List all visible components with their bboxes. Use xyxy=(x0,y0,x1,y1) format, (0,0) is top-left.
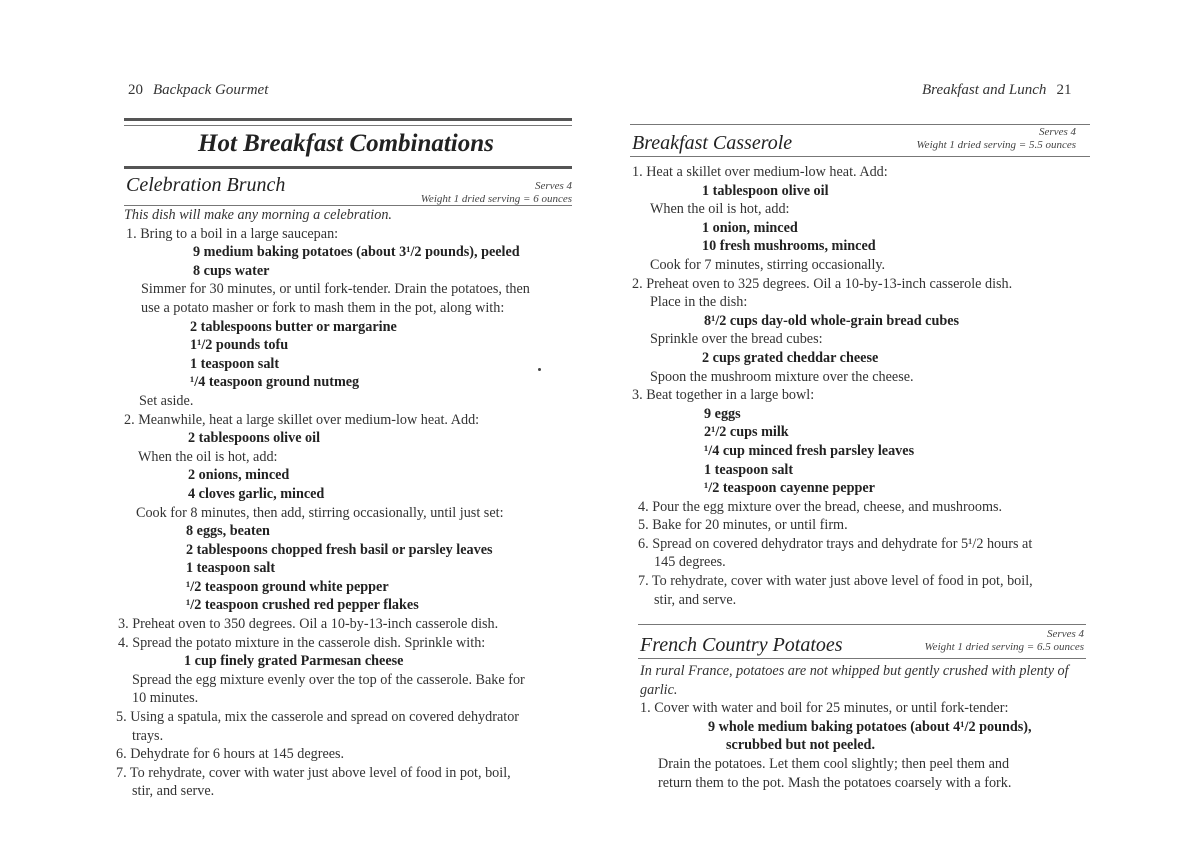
recipe-intro: garlic. xyxy=(640,681,678,698)
recipe-yield-celebration-brunch xyxy=(380,180,572,206)
right-page-number: 21 xyxy=(1056,82,1072,98)
serves-label: Serves 4 xyxy=(1047,628,1084,640)
serves-label: Serves 4 xyxy=(535,180,572,192)
ingredient-line: ¹/2 teaspoon crushed red pepper flakes xyxy=(186,597,419,614)
step-line: 1. Cover with water and boil for 25 minutes, or until fork-tender: xyxy=(640,700,1009,717)
section-bottom-rule xyxy=(124,166,572,169)
step-line: Simmer for 30 minutes, or until fork-tender. Drain the potatoes, then xyxy=(141,281,530,298)
weight-label: Weight 1 dried serving = 6.5 ounces xyxy=(924,641,1084,653)
french-country-potatoes-body xyxy=(640,662,1069,792)
ingredient-line: ¹/2 teaspoon ground white pepper xyxy=(186,578,389,595)
step-line: Spread the egg mixture evenly over the top of the casserole. Bake for xyxy=(132,671,525,688)
recipe-intro: In rural France, potatoes are not whipped but gently crushed with plenty of xyxy=(640,663,1069,679)
section-top-rule xyxy=(124,118,572,121)
step-line: 7. To rehydrate, cover with water just above level of food in pot, boil, xyxy=(116,764,511,781)
ingredient-line: 8 cups water xyxy=(193,262,270,279)
ingredient-line: 2 cups grated cheddar cheese xyxy=(702,349,879,366)
ingredient-line: 2 tablespoons chopped fresh basil or parsley leaves xyxy=(186,541,493,558)
ingredient-line: ¹/2 teaspoon cayenne pepper xyxy=(704,480,875,497)
step-line: Set aside. xyxy=(139,392,194,409)
ink-speck xyxy=(538,368,541,371)
left-page-number: 20 xyxy=(128,82,143,98)
step-line: Spoon the mushroom mixture over the cheese. xyxy=(650,368,914,385)
weight-label: Weight 1 dried serving = 6 ounces xyxy=(420,193,572,205)
ingredient-line: ¹/4 teaspoon ground nutmeg xyxy=(190,374,360,391)
step-line: 4. Pour the egg mixture over the bread, cheese, and mushrooms. xyxy=(638,498,1003,515)
step-line: Cook for 7 minutes, stirring occasionally. xyxy=(650,256,886,273)
step-line: 3. Preheat oven to 350 degrees. Oil a 10-by-13-inch casserole dish. xyxy=(118,616,499,633)
recipe-title-breakfast-casserole: Breakfast Casserole xyxy=(632,132,793,154)
recipe-intro: This dish will make any morning a celebration. xyxy=(124,207,392,223)
step-line: Drain the potatoes. Let them cool slightly; then peel them and xyxy=(658,755,1010,772)
step-line: 7. To rehydrate, cover with water just above level of food in pot, boil, xyxy=(638,573,1033,590)
step-line: When the oil is hot, add: xyxy=(650,201,790,218)
ingredient-line: 1 tablespoon olive oil xyxy=(702,182,829,199)
step-line: 1. Heat a skillet over medium-low heat. Add: xyxy=(632,164,888,180)
step-line: 6. Spread on covered dehydrator trays and dehydrate for 5¹/2 hours at xyxy=(638,535,1033,552)
step-line: 5. Using a spatula, mix the casserole and spread on covered dehydrator xyxy=(116,709,520,726)
ingredient-line: 1 teaspoon salt xyxy=(190,355,280,372)
step-line: When the oil is hot, add: xyxy=(138,448,278,465)
ingredient-line: 1 teaspoon salt xyxy=(704,461,794,478)
step-line: 4. Spread the potato mixture in the casserole dish. Sprinkle with: xyxy=(118,634,486,651)
ingredient-line: 2¹/2 cups milk xyxy=(704,424,789,441)
recipe-yield-breakfast-casserole xyxy=(876,126,1076,152)
weight-label: Weight 1 dried serving = 5.5 ounces xyxy=(916,139,1076,151)
step-line: 2. Meanwhile, heat a large skillet over medium-low heat. Add: xyxy=(124,411,480,428)
ingredient-line: 2 tablespoons butter or margarine xyxy=(190,318,397,335)
left-running-title: Backpack Gourmet xyxy=(153,82,269,98)
step-line: 2. Preheat oven to 325 degrees. Oil a 10-by-13-inch casserole dish. xyxy=(632,275,1013,292)
recipe2-bottom-rule xyxy=(638,658,1086,659)
ingredient-line: 1 cup finely grated Parmesan cheese xyxy=(184,653,404,670)
step-line: stir, and serve. xyxy=(132,783,215,800)
recipe1-bottom-rule xyxy=(630,156,1090,157)
recipe2-top-rule xyxy=(638,624,1086,625)
step-line: Sprinkle over the bread cubes: xyxy=(650,331,823,348)
step-line: 3. Beat together in a large bowl: xyxy=(632,387,815,404)
ingredient-line: 1¹/2 pounds tofu xyxy=(190,337,289,354)
ingredient-line: 9 whole medium baking potatoes (about 4¹/2 pounds), xyxy=(708,718,1032,735)
section-title: Hot Breakfast Combinations xyxy=(198,130,494,157)
step-line: 1. Bring to a boil in a large saucepan: xyxy=(126,225,339,242)
celebration-brunch-body xyxy=(116,206,530,801)
ingredient-line: 10 fresh mushrooms, minced xyxy=(702,238,876,255)
recipe-title-celebration-brunch: Celebration Brunch xyxy=(126,174,286,196)
recipe-yield-french-country-potatoes xyxy=(884,628,1084,654)
section-top-rule-thin xyxy=(124,125,572,126)
right-page xyxy=(600,0,1200,866)
right-running-head xyxy=(922,82,1071,99)
step-line: 6. Dehydrate for 6 hours at 145 degrees. xyxy=(116,746,345,763)
serves-label: Serves 4 xyxy=(1039,126,1076,138)
recipe-title-french-country-potatoes: French Country Potatoes xyxy=(640,634,843,656)
ingredient-line: 8 eggs, beaten xyxy=(186,523,270,540)
breakfast-casserole-body xyxy=(632,163,1033,609)
ingredient-line: ¹/4 cup minced fresh parsley leaves xyxy=(704,442,915,459)
step-line: 145 degrees. xyxy=(654,554,726,571)
ingredient-line: 9 eggs xyxy=(704,405,741,422)
recipe1-top-rule xyxy=(630,124,1090,125)
right-running-title: Breakfast and Lunch xyxy=(922,82,1047,98)
step-line: trays. xyxy=(132,727,164,744)
step-line: 10 minutes. xyxy=(132,690,199,707)
ingredient-line: 2 onions, minced xyxy=(188,467,290,484)
step-line: Cook for 8 minutes, then add, stirring occasionally, until just set: xyxy=(136,504,504,521)
step-line: 5. Bake for 20 minutes, or until firm. xyxy=(638,517,848,534)
ingredient-line: scrubbed but not peeled. xyxy=(726,737,875,754)
step-line: Place in the dish: xyxy=(650,294,748,311)
step-line: stir, and serve. xyxy=(654,591,737,608)
ingredient-line: 9 medium baking potatoes (about 3¹/2 pounds), peeled xyxy=(193,244,520,261)
ingredient-line: 4 cloves garlic, minced xyxy=(188,485,325,502)
ingredient-line: 1 teaspoon salt xyxy=(186,560,276,577)
ingredient-line: 1 onion, minced xyxy=(702,219,798,236)
step-line: return them to the pot. Mash the potatoes coarsely with a fork. xyxy=(658,774,1012,791)
ingredient-line: 8¹/2 cups day-old whole-grain bread cubes xyxy=(704,312,960,329)
step-line: use a potato masher or fork to mash them in the pot, along with: xyxy=(141,299,505,316)
ingredient-line: 2 tablespoons olive oil xyxy=(188,430,321,447)
left-running-head xyxy=(128,82,268,99)
